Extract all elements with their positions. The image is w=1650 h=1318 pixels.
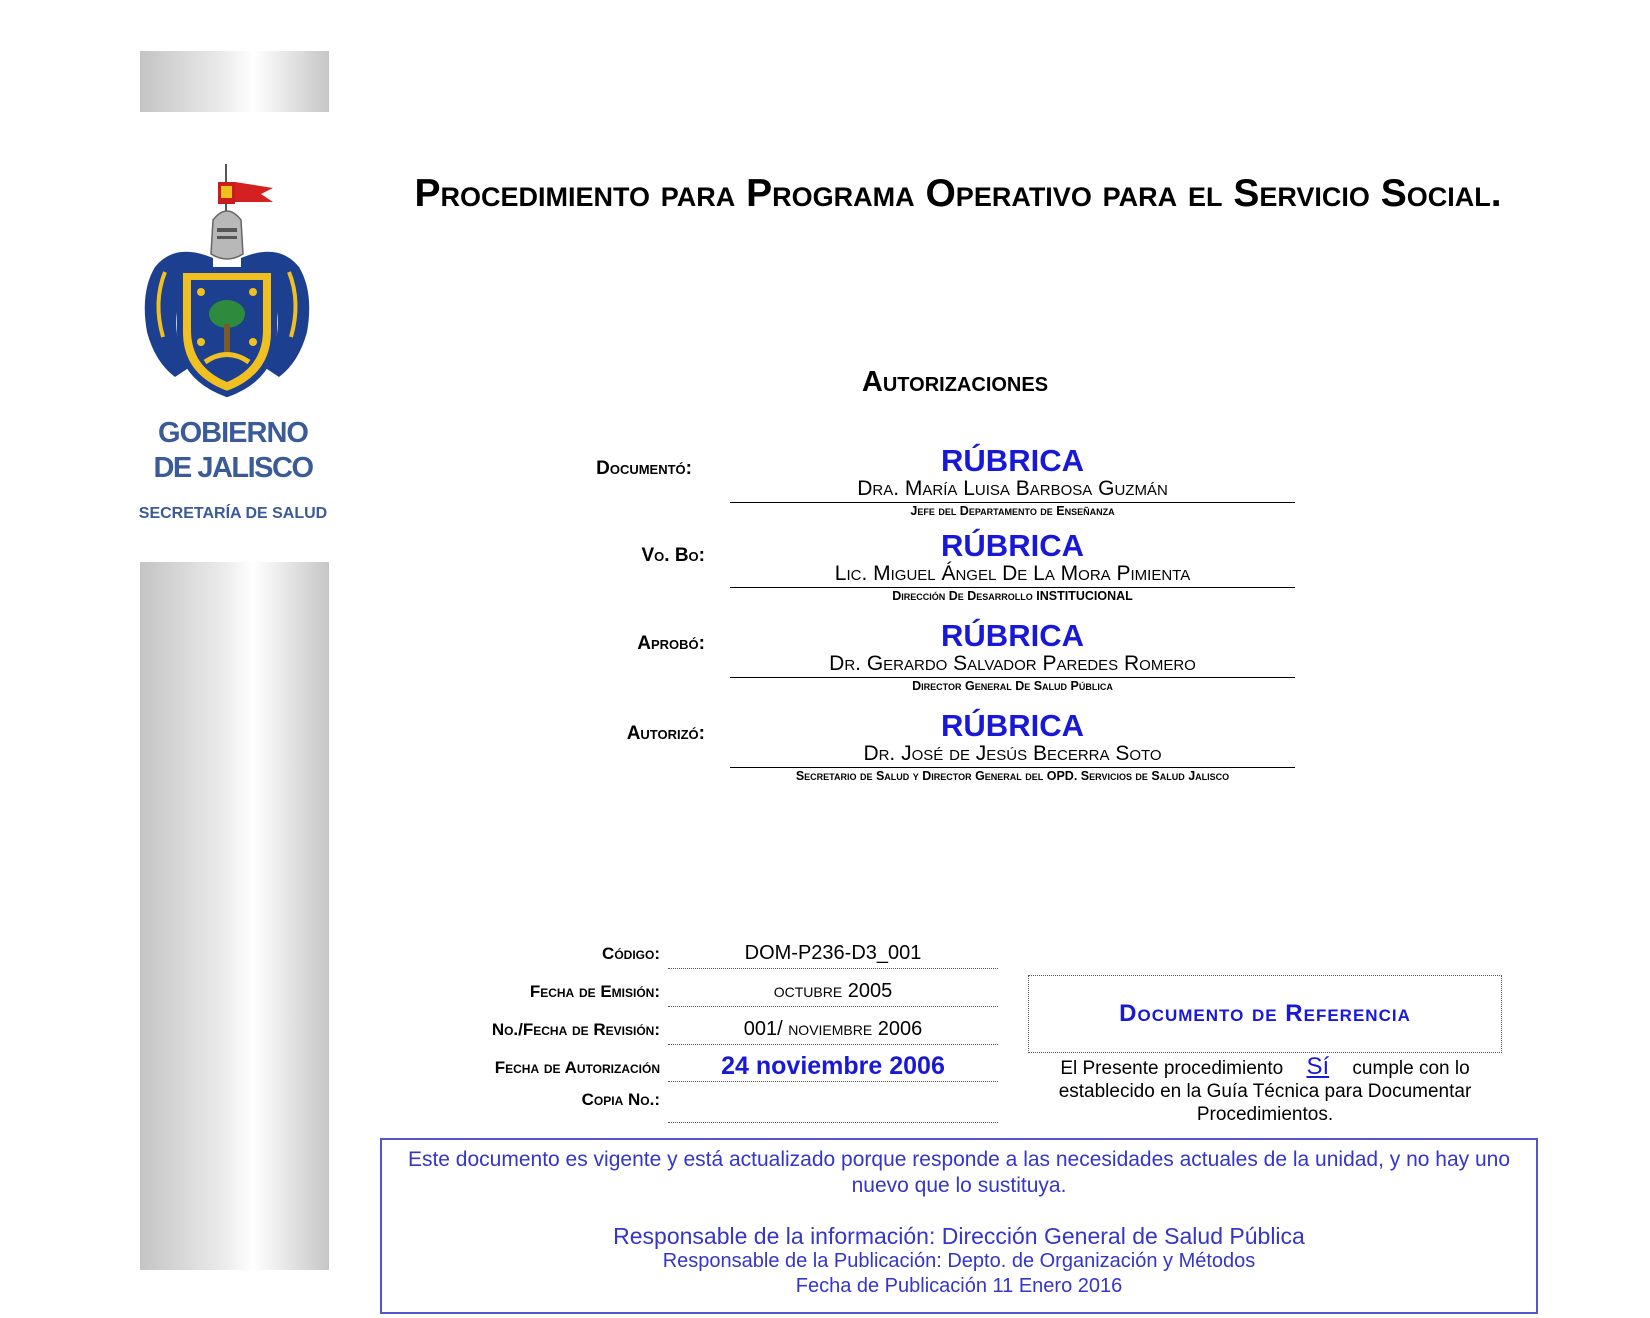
codigo-label: Código: <box>602 944 660 963</box>
reference-title: Documento de Referencia <box>1119 1000 1411 1027</box>
reference-text <box>1028 1055 1502 1126</box>
page-title: Procedimiento para Programa Operativo para el Servicio Social. <box>414 172 1502 215</box>
signature-label-autorizo: Autorizó: <box>626 723 705 744</box>
reference-answer: Sí <box>1306 1053 1330 1080</box>
signer-name: Lic. Miguel Ángel De La Mora Pimienta <box>730 562 1295 588</box>
signer-name: Dr. José de Jesús Becerra Soto <box>730 742 1295 768</box>
autorizaciones-heading: Autorizaciones <box>861 366 1049 398</box>
responsable-publicacion: Responsable de la Publicación: Depto. de Organización y Métodos <box>662 1250 1256 1272</box>
signature-block-autorizo <box>730 709 1295 784</box>
signer-role: Jefe del Departamento de Enseñanza <box>910 504 1115 518</box>
reference-text-after: cumple con lo establecido en la Guía Técnica para Documentar Procedimientos. <box>1058 1058 1472 1125</box>
rubrica-text: RÚBRICA <box>941 443 1084 478</box>
copia-label: Copia No.: <box>581 1090 660 1109</box>
signature-block-vobo <box>730 529 1295 604</box>
vigencia-text: Este documento es vigente y está actualizado porque responde a las necesidades actuales de la unidad, y no hay uno nuevo que lo sustituya. <box>407 1148 1511 1197</box>
secretaria-label: SECRETARÍA DE SALUD <box>138 505 328 522</box>
reference-box <box>1028 975 1502 1053</box>
signature-block-aprobo <box>730 619 1295 694</box>
vigencia-box <box>380 1138 1538 1314</box>
signature-block-documento <box>730 444 1295 519</box>
signer-name: Dr. Gerardo Salvador Paredes Romero <box>730 652 1295 678</box>
revision-value: 001/ noviembre 2006 <box>668 1014 998 1045</box>
fecha-publicacion: Fecha de Publicación 11 Enero 2016 <box>795 1275 1123 1297</box>
signature-label-vobo: Vo. Bo: <box>641 545 705 566</box>
reference-text-before: El Presente procedimiento <box>1060 1058 1284 1079</box>
signer-name: Dra. María Luisa Barbosa Guzmán <box>730 477 1295 503</box>
fecha-autorizacion-label: Fecha de Autorización <box>494 1058 660 1077</box>
rubrica-text: RÚBRICA <box>941 618 1084 653</box>
codigo-value: DOM-P236-D3_001 <box>668 938 998 969</box>
rubrica-text: RÚBRICA <box>941 708 1084 743</box>
de-jalisco-label: DE JALISCO <box>153 452 313 484</box>
signature-label-aprobo: Aprobó: <box>637 633 705 654</box>
signer-role: Director General De Salud Pública <box>912 679 1113 693</box>
signer-role: Dirección De Desarrollo INSTITUCIONAL <box>892 589 1133 603</box>
fecha-emision-value: octubre 2005 <box>668 976 998 1007</box>
fecha-autorizacion-value: 24 noviembre 2006 <box>668 1051 998 1082</box>
responsable-info: Responsable de la información: Dirección General de Salud Pública <box>613 1223 1305 1249</box>
gobierno-label: GOBIERNO <box>158 417 308 449</box>
jalisco-coat-of-arms-icon <box>135 162 315 407</box>
signature-label-documento: Documentó: <box>596 458 692 479</box>
signer-role: Secretario de Salud y Director General del OPD. Servicios de Salud Jalisco <box>795 769 1230 783</box>
sidebar-top-gradient-bar <box>140 51 329 112</box>
revision-label: No./Fecha de Revisión: <box>491 1020 660 1039</box>
sidebar-gradient-bar <box>140 562 329 1270</box>
rubrica-text: RÚBRICA <box>941 528 1084 563</box>
copia-value <box>668 1092 998 1123</box>
fecha-emision-label: Fecha de Emisión: <box>529 982 660 1001</box>
